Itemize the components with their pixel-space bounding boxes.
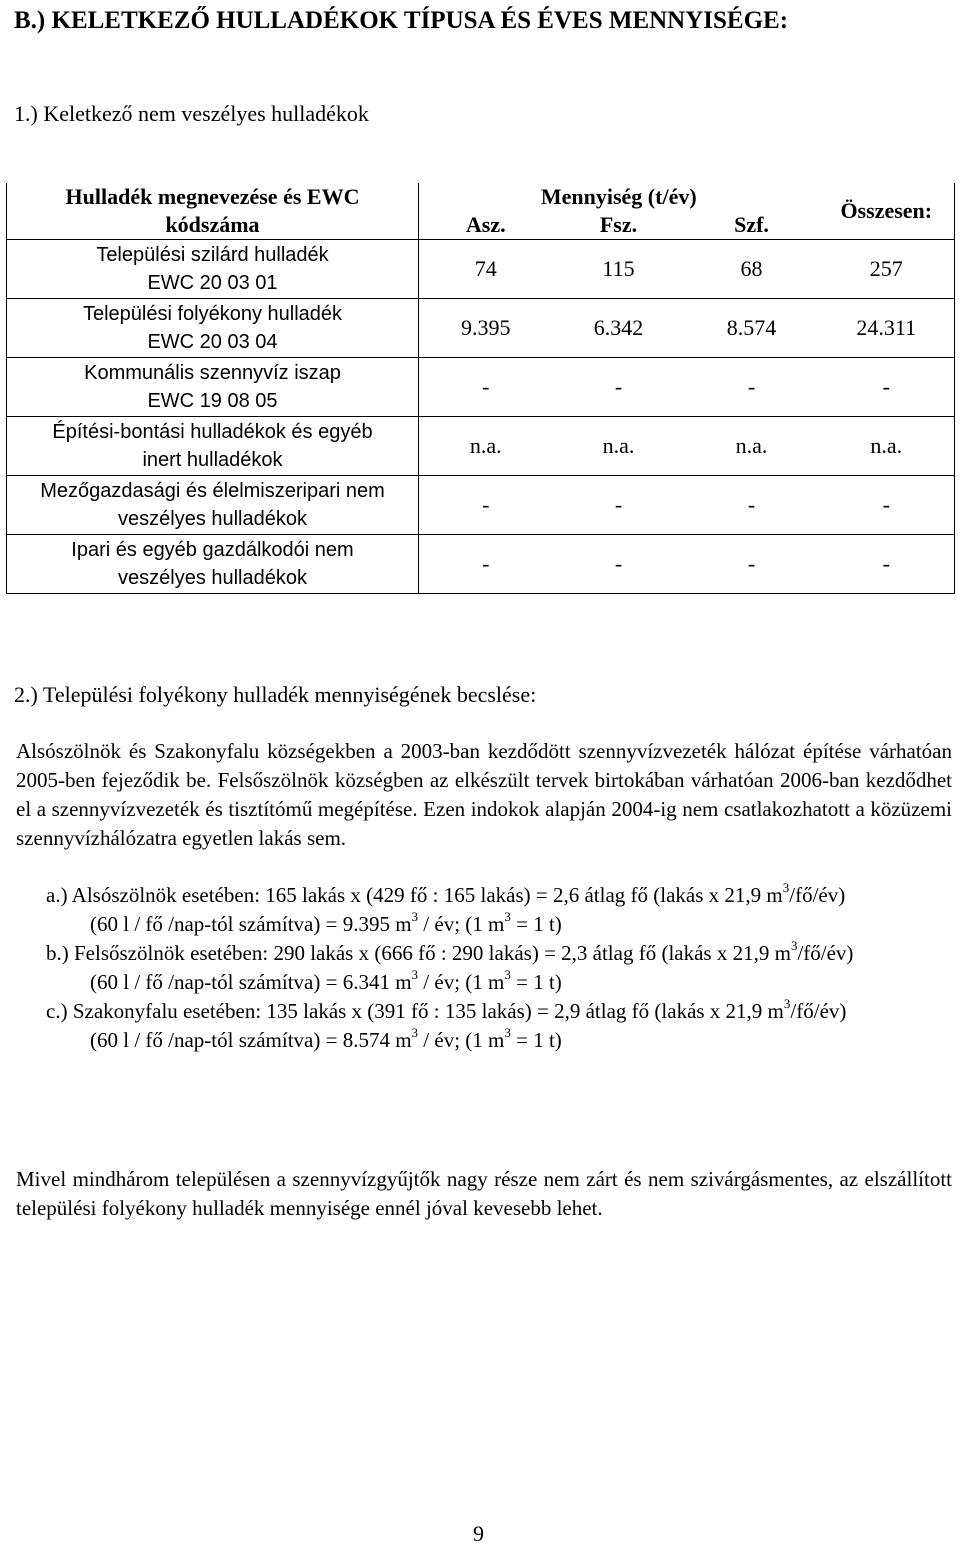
row-total: - <box>819 358 955 417</box>
conclusion-paragraph <box>16 1165 952 1223</box>
table-row <box>7 358 955 417</box>
col-asz-header: Asz. <box>465 212 506 237</box>
table-row <box>7 476 955 535</box>
row-fsz: - <box>553 535 685 594</box>
col-szf-header: Szf. <box>734 212 769 237</box>
table-row <box>7 299 955 358</box>
row-fsz: - <box>553 358 685 417</box>
row-szf: - <box>685 476 819 535</box>
row-fsz: 6.342 <box>553 299 685 358</box>
row-name: Ipari és egyéb gazdálkodói nem veszélyes hulladékok <box>7 535 419 594</box>
conclusion-paragraph-text: Mivel mindhárom településen a szennyvízgyűjtők nagy része nem zárt és nem szivárgásmentes, az elszállított települési folyékony hulladék mennyisége ennél jóval kevesebb lehet. <box>16 1167 952 1220</box>
table-row <box>7 240 955 299</box>
table-header-row-2 <box>7 211 955 240</box>
row-asz: 9.395 <box>419 299 553 358</box>
row-asz: - <box>419 476 553 535</box>
row-szf: - <box>685 358 819 417</box>
calc-c-line2: (60 l / fő /nap-tól számítva) = 8.574 $m^3$ / év; (1 $m^3 = 1$ t) <box>90 1025 562 1052</box>
col-name-header: Hulladék megnevezése és EWC <box>7 183 419 211</box>
row-name: Települési szilárd hulladék EWC 20 03 01 <box>7 240 419 299</box>
calc-c-line1: c.) Szakonyfalu esetében: 135 lakás x (391 fő : 135 lakás) = 2,9 átlag fő (lakás x 21,9 $m^3/fő/év$) <box>46 996 847 1023</box>
intro-paragraph-text: Alsószölnök és Szakonyfalu községekben a 2003-ban kezdődött szennyvízvezeték hálózat építése várhatóan 2005-ben fejeződik be. Felsőszölnök községben az elkészült tervek birtokában várhatóan 2006-ban kezdődhet el a szennyvízvezeték és tisztítómű megépítése. Ezen indokok alapján 2004-ig nem csatlakozhatott a közüzemi szennyvízhálózatra egyetlen lakás sem. <box>16 739 952 850</box>
row-fsz: - <box>553 476 685 535</box>
waste-table <box>6 183 955 594</box>
calc-b-line2: (60 l / fő /nap-tól számítva) = 6.341 $m^3$ / év; (1 $m^3 = 1$ t) <box>90 967 562 994</box>
calc-a-line2: (60 l / fő /nap-tól számítva) = 9.395 $m^3$ / év; (1 $m^3 = 1$ t) <box>90 909 562 936</box>
row-total: 257 <box>819 240 955 299</box>
row-asz: 74 <box>419 240 553 299</box>
col-quantity-header: Mennyiség (t/év) <box>540 184 697 209</box>
col-name-header-line2: kódszáma <box>7 211 419 240</box>
row-total: 24.311 <box>819 299 955 358</box>
row-total: - <box>819 476 955 535</box>
row-asz: - <box>419 358 553 417</box>
row-name: Kommunális szennyvíz iszap EWC 19 08 05 <box>7 358 419 417</box>
row-asz: n.a. <box>419 417 553 476</box>
intro-paragraph <box>16 737 952 853</box>
col-fsz-header: Fsz. <box>599 212 638 237</box>
calculation-block <box>46 881 952 1055</box>
calc-a-line1: a.) Alsószölnök esetében: 165 lakás x (429 fő : 165 lakás) = 2,6 átlag fő (lakás x 21,9 $m^3/fő/év$) <box>46 880 846 907</box>
col-total-header: Összesen: <box>840 198 933 223</box>
subsection-title-1: 1.) Keletkező nem veszélyes hulladékok <box>14 101 369 126</box>
table-header-row-1 <box>7 183 955 211</box>
subsection-title-2: 2.) Települési folyékony hulladék mennyiségének becslése: <box>14 682 537 707</box>
page-number: 9 <box>473 1521 484 1546</box>
row-asz: - <box>419 535 553 594</box>
table-row <box>7 417 955 476</box>
row-szf: n.a. <box>685 417 819 476</box>
table-row <box>7 535 955 594</box>
row-name: Mezőgazdasági és élelmiszeripari nem veszélyes hulladékok <box>7 476 419 535</box>
row-name: Települési folyékony hulladék EWC 20 03 04 <box>7 299 419 358</box>
row-szf: - <box>685 535 819 594</box>
row-szf: 8.574 <box>685 299 819 358</box>
row-total: n.a. <box>819 417 955 476</box>
row-szf: 68 <box>685 240 819 299</box>
row-name: Építési-bontási hulladékok és egyéb inert hulladékok <box>7 417 419 476</box>
calc-b-line1: b.) Felsőszölnök esetében: 290 lakás x (666 fő : 290 lakás) = 2,3 átlag fő (lakás x 21,9 $m^3/fő/év$) <box>46 938 854 965</box>
row-fsz: n.a. <box>553 417 685 476</box>
row-total: - <box>819 535 955 594</box>
section-title: B.) KELETKEZŐ HULLADÉKOK TÍPUSA ÉS ÉVES MENNYISÉGE: <box>14 7 789 34</box>
row-fsz: 115 <box>553 240 685 299</box>
